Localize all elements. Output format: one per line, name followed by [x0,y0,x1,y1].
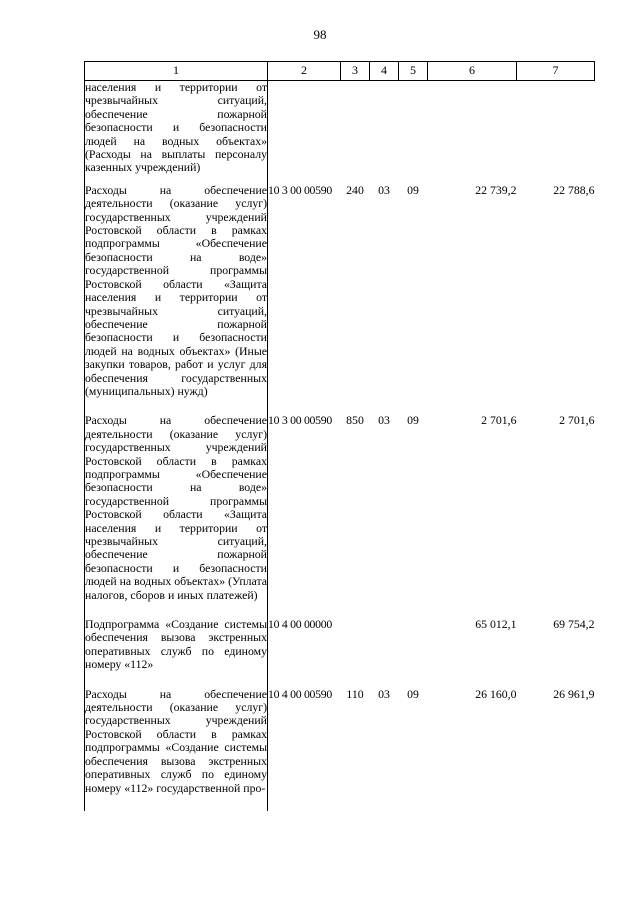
table-row [85,618,595,688]
row-amount-col6: 22 739,2 [475,182,517,197]
table-header-row [85,62,595,81]
row-amount-col6: 65 012,1 [475,617,517,632]
row-amount-col7: 2 701,6 [559,413,595,428]
budget-table [84,61,595,811]
row-amount-col7: 22 788,6 [553,182,595,197]
row-expense-type: 850 [346,413,364,428]
row-amount-col6: 2 701,6 [481,413,517,428]
header-col-3: 3 [341,62,370,81]
header-col-4: 4 [370,62,399,81]
row-expense-type: 240 [346,182,364,197]
row-subsection [399,81,428,184]
row-subsection: 09 [407,413,419,428]
row-expense-type [341,618,370,688]
row-name: Расходы на обеспечение деятельности (оказание услуг) государственных учреждений Ростовской области в рамках подпрограммы «Создание системы обеспечения вызова экстренных оперативных служб по единому номеру «112» государственной про- [85,688,268,811]
row-amount-col7: 26 961,9 [553,686,595,701]
row-section [370,618,399,688]
row-expense-type [341,81,370,184]
row-amount-col6: 26 160,0 [475,686,517,701]
row-name: населения и территории от чрезвычайных ситуаций, обеспечение пожарной безопасности и безопасности людей на водных объектах» (Расходы на выплаты персоналу казенных учреждений) [85,81,268,184]
row-target-code: 10 3 00 00590 [268,413,332,428]
header-col-2: 2 [268,62,341,81]
row-amount-col7: 69 754,2 [553,617,595,632]
header-col-5: 5 [399,62,428,81]
row-subsection [399,618,428,688]
row-target-code: 10 4 00 00000 [268,617,332,632]
row-section: 03 [378,182,390,197]
row-section [370,81,399,184]
row-target-code: 10 4 00 00590 [268,686,332,701]
row-target-code: 10 3 00 00590 [268,182,332,197]
header-col-1: 1 [85,62,268,81]
row-name: Подпрограмма «Создание системы обеспечения вызова экстренных оперативных служб по единому номеру «112» [85,618,268,688]
row-section: 03 [378,413,390,428]
row-section: 03 [378,686,390,701]
row-name: Расходы на обеспечение деятельности (оказание услуг) государственных учреждений Ростовской области в рамках подпрограммы «Обеспечение безопасности на воде» государственной программы Ростовской области «Защита населения и территории от чрезвычайных ситуаций, обеспечение пожарной безопасности и безопасности людей на водных объектах» (Уплата налогов, сборов и иных платежей) [85,414,268,618]
row-target-code [268,81,341,184]
row-name: Расходы на обеспечение деятельности (оказание услуг) государственных учреждений Ростовской области в рамках подпрограммы «Обеспечение безопасности на воде» государственной программы Ростовской области «Защита населения и территории от чрезвычайных ситуаций, обеспечение пожарной безопасности и безопасности людей на водных объектах» (Иные закупки товаров, работ и услуг для обеспечения государственных (муниципальных) нужд) [85,184,268,415]
row-amount-col7 [517,81,595,184]
row-amount-col6 [428,81,517,184]
page-number: 98 [313,27,327,42]
table-row [85,81,595,184]
table-row [85,414,595,618]
table-row [85,688,595,811]
row-subsection: 09 [407,182,419,197]
header-col-6: 6 [428,62,517,81]
row-expense-type: 110 [346,686,364,701]
table-row [85,184,595,415]
row-subsection: 09 [407,686,419,701]
header-col-7: 7 [517,62,595,81]
